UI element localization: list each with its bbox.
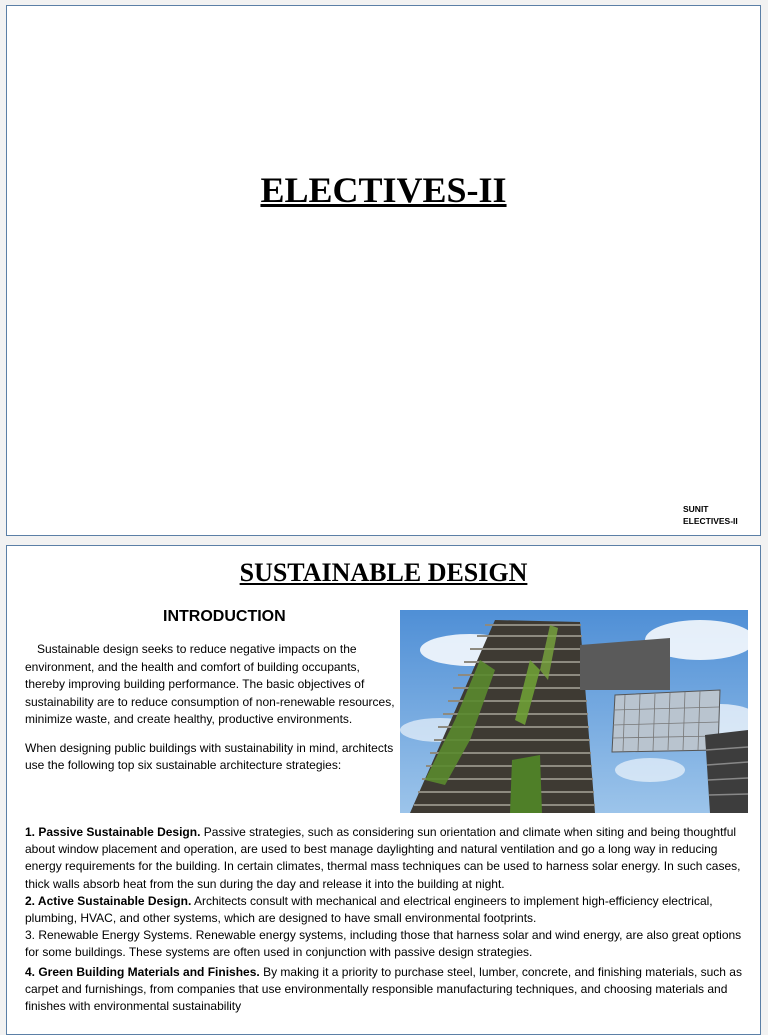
strategy-text: Passive strategies, such as considering sun orientation and climate when siting and being thoughtful about window placement and operation, are used to best manage daylighting and natural ventilation and go a long way in reducing energy requirements for the building. In certain climates, thermal mass techniques can be used to harness solar energy. In such cases, thick walls absorb heat from the sun during the day and release it into the building at night. <box>25 825 741 891</box>
footer-course: ELECTIVES-II <box>683 516 738 526</box>
page-title: ELECTIVES-II <box>260 170 507 210</box>
strategy-item <box>25 927 747 961</box>
strategy-item <box>25 824 747 893</box>
strategy-item <box>25 893 747 927</box>
slide-title-heading: SUSTAINABLE DESIGN <box>239 558 528 587</box>
intro-paragraph: When designing public buildings with sustainability in mind, architects use the following top six sustainable architecture strategies: <box>25 740 394 772</box>
intro-paragraph: Sustainable design seeks to reduce negative impacts on the environment, and the health and comfort of building occupants, thereby improving building performance. The basic objectives of sustainability are to reduce consumption of non-renewable resources, minimize waste, and create healthy, productive environments. <box>25 642 395 726</box>
section-heading: INTRODUCTION <box>163 608 286 625</box>
slide-sustainable-design <box>6 545 761 1035</box>
intro-text <box>25 641 397 786</box>
strategy-text: Architects consult with mechanical and electrical engineers to implement high-efficiency electrical, plumbing, HVAC, and other systems, which are designed to have small environmental footprints. <box>25 893 713 926</box>
strategy-text: 3. Renewable Energy Systems. Renewable energy systems, including those that harness solar and wind energy, are also great options for some buildings. These systems are often used in conjunction with passive design strategies. <box>25 928 742 960</box>
strategy-item <box>25 964 747 1016</box>
footer-author: SUNIT <box>683 504 709 514</box>
building-image <box>400 610 748 813</box>
green-building-photo <box>400 610 748 813</box>
strategy-heading: 4. Green Building Materials and Finishes. <box>25 964 260 979</box>
strategy-heading: 1. Passive Sustainable Design. <box>25 825 201 839</box>
strategy-heading: 2. Active Sustainable Design. <box>25 893 192 908</box>
strategies-list <box>25 824 747 1015</box>
strategy-text: By making it a priority to purchase steel, lumber, concrete, and finishing materials, such as carpet and furnishings, from companies that use environmentally responsible manufacturing techniques, and choosing materials and finishes with environmental sustainability <box>25 964 742 1014</box>
slide-title <box>6 5 761 536</box>
slide-footer <box>683 503 738 527</box>
